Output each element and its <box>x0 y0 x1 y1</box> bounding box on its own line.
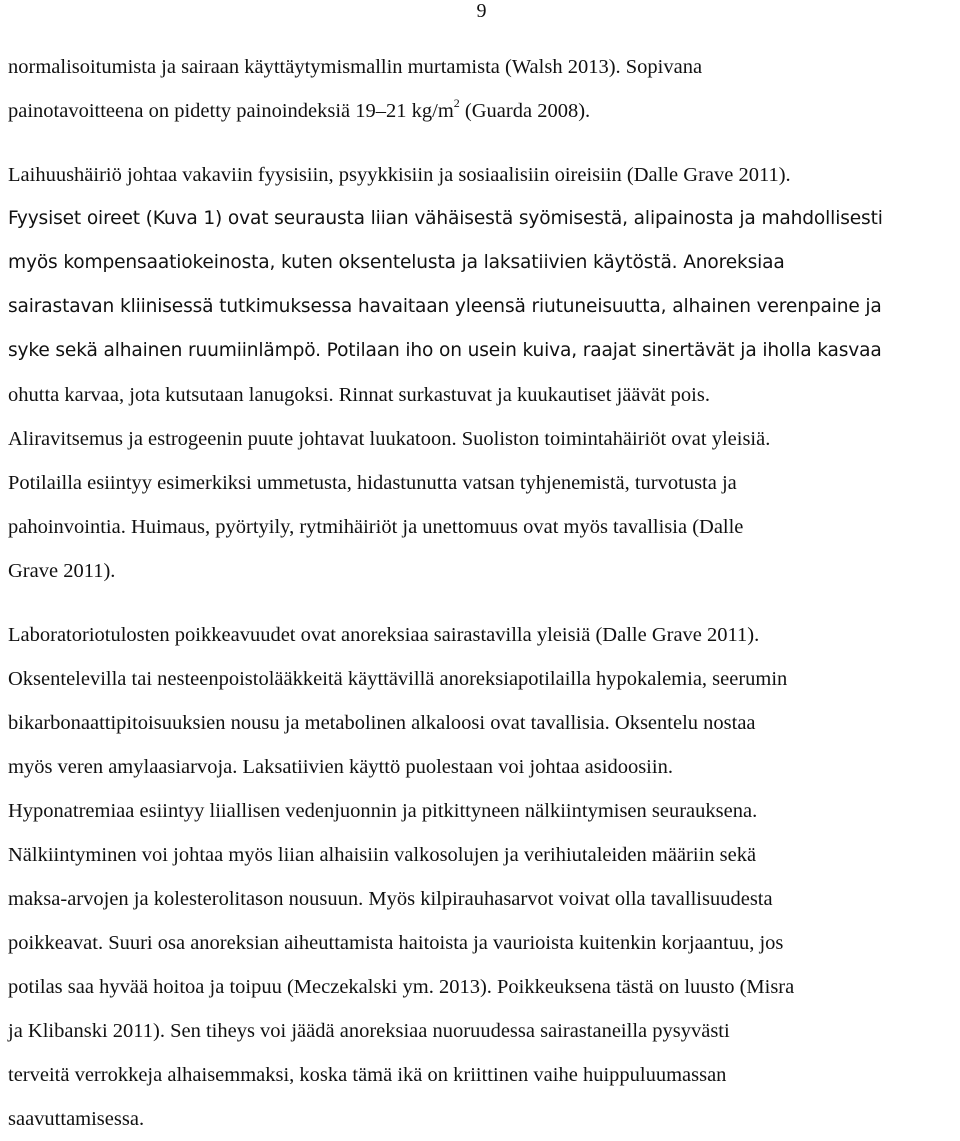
text-line-part: (Guarda 2008). <box>459 100 591 122</box>
paragraph-1 <box>8 45 953 133</box>
text-line: Laboratoriotulosten poikkeavuudet ovat anoreksiaa sairastavilla yleisiä (Dalle Grave 2011). <box>8 624 760 646</box>
superscript-exponent: 2 <box>453 96 460 111</box>
text-line: potilas saa hyvää hoitoa ja toipuu (Meczekalski ym. 2013). Poikkeuksena tästä on luusto (Misra <box>8 976 795 998</box>
text-line: Fyysiset oireet (Kuva 1) ovat seurausta liian vähäisestä syömisestä, alipainosta ja mahdollisesti <box>8 208 883 229</box>
paragraph-spacing <box>8 593 953 613</box>
paragraph-2 <box>8 153 953 593</box>
text-line: maksa-arvojen ja kolesterolitason nousuun. Myös kilpirauhasarvot voivat olla tavallisuudesta <box>8 888 773 910</box>
text-line <box>8 89 953 133</box>
text-line: myös veren amylaasiarvoja. Laksatiivien käyttö puolestaan voi johtaa asidoosiin. <box>8 756 673 778</box>
text-line: saavuttamisessa. <box>8 1108 145 1130</box>
text-line: myös kompensaatiokeinosta, kuten oksentelusta ja laksatiivien käytöstä. Anoreksiaa <box>8 252 785 273</box>
text-line: syke sekä alhainen ruumiinlämpö. Potilaan iho on usein kuiva, raajat sinertävät ja iholla kasvaa <box>8 340 882 361</box>
text-line: sairastavan kliinisessä tutkimuksessa havaitaan yleensä riutuneisuutta, alhainen verenpaine ja <box>8 296 882 317</box>
text-line: pahoinvointia. Huimaus, pyörtyily, rytmihäiriöt ja unettomuus ovat myös tavallisia (Dalle <box>8 516 744 538</box>
text-line: Hyponatremiaa esiintyy liiallisen vedenjuonnin ja pitkittyneen nälkiintymisen seurauksena. <box>8 800 758 822</box>
page-number: 9 <box>476 0 487 22</box>
text-line: terveitä verrokkeja alhaisemmaksi, koska tämä ikä on kriittinen vaihe huippuluumassan <box>8 1064 727 1086</box>
paragraph-spacing <box>8 133 953 153</box>
text-line: Aliravitsemus ja estrogeenin puute johtavat luukatoon. Suoliston toimintahäiriöt ovat yleisiä. <box>8 428 771 450</box>
text-line: ja Klibanski 2011). Sen tiheys voi jäädä anoreksiaa nuoruudessa sairastaneilla pysyvästi <box>8 1020 730 1042</box>
text-line: Oksentelevilla tai nesteenpoistolääkkeitä käyttävillä anoreksiapotilailla hypokalemia, seerumin <box>8 668 788 690</box>
text-line: ohutta karvaa, jota kutsutaan lanugoksi. Rinnat surkastuvat ja kuukautiset jäävät pois. <box>8 384 710 406</box>
text-line: bikarbonaattipitoisuuksien nousu ja metabolinen alkaloosi ovat tavallisia. Oksentelu nostaa <box>8 712 756 734</box>
paragraph-3 <box>8 613 953 1141</box>
text-line: normalisoitumista ja sairaan käyttäytymismallin murtamista (Walsh 2013). Sopivana <box>8 56 703 78</box>
text-line: Nälkiintyminen voi johtaa myös liian alhaisiin valkosolujen ja verihiutaleiden määriin sekä <box>8 844 757 866</box>
text-line: Grave 2011). <box>8 560 116 582</box>
document-body <box>8 45 953 1141</box>
text-line: Laihuushäiriö johtaa vakaviin fyysisiin, psyykkisiin ja sosiaalisiin oireisiin (Dalle Grave 2011). <box>8 164 791 186</box>
text-line: poikkeavat. Suuri osa anoreksian aiheuttamista haitoista ja vaurioista kuitenkin korjaantuu, jos <box>8 932 784 954</box>
text-line: Potilailla esiintyy esimerkiksi ummetusta, hidastunutta vatsan tyhjenemistä, turvotusta ja <box>8 472 737 494</box>
text-line-part: painotavoitteena on pidetty painoindeksiä 19–21 kg/m <box>8 100 454 122</box>
